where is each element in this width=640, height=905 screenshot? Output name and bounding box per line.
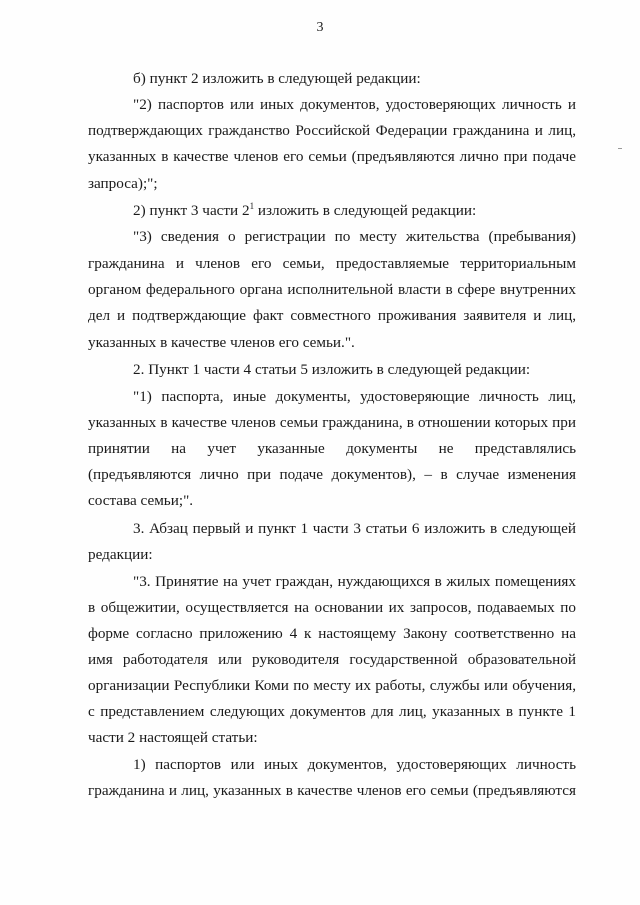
page-number: 3 [316, 20, 324, 35]
superscript-index: 1 [249, 201, 255, 211]
paragraph-line: запроса);"; [88, 175, 158, 192]
paragraph-line: в общежитии, осуществляется на основании их запросов, подаваемых по [88, 599, 576, 616]
paragraph-line: указанных в качестве членов его семьи (предъявляются лично при подаче [88, 148, 576, 165]
paragraph-line: с представлением следующих документов для лиц, указанных в пункте 1 [88, 703, 576, 720]
paragraph-line: указанных в качестве членов его семьи.". [88, 334, 355, 351]
paragraph-line: организации Республики Коми по месту их работы, службы или обучения, [88, 677, 576, 694]
paragraph-line: "3) сведения о регистрации по месту жительства (пребывания) [133, 228, 576, 245]
paragraph-line: (предъявляются лично при подаче документов), – в случае изменения [88, 466, 576, 483]
line-text: 2) пункт 3 части 2 [133, 202, 250, 219]
paragraph-line: "1) паспорта, иные документы, удостоверяющие личность лиц, [133, 388, 576, 405]
paragraph-line: гражданина и лиц, указанных в качестве членов его семьи (предъявляются [88, 782, 576, 799]
line-text-tail: изложить в следующей редакции: [254, 202, 477, 219]
paragraph-line: 1) паспортов или иных документов, удостоверяющих личность [133, 756, 576, 773]
paragraph-line: принятии на учет указанные документы не представлялись [88, 440, 576, 457]
paragraph-line: "2) паспортов или иных документов, удостоверяющих личность и [133, 96, 576, 113]
paragraph-line: редакции: [88, 546, 153, 563]
paragraph-line: подтверждающих гражданство Российской Федерации гражданина и лиц, [88, 122, 576, 139]
paragraph-line: состава семьи;". [88, 492, 194, 509]
scan-speck [618, 148, 622, 149]
paragraph-line: 3. Абзац первый и пункт 1 части 3 статьи 6 изложить в следующей [133, 520, 576, 537]
paragraph-line: б) пункт 2 изложить в следующей редакции: [133, 70, 421, 87]
paragraph-line: "3. Принятие на учет граждан, нуждающихся в жилых помещениях [133, 573, 576, 590]
paragraph-line: части 2 настоящей статьи: [88, 729, 258, 746]
paragraph-line: форме согласно приложению 4 к настоящему Закону соответственно на [88, 625, 576, 642]
paragraph-line: указанных в качестве членов семьи гражданина, в отношении которых при [88, 414, 576, 431]
paragraph-line: имя работодателя или руководителя государственной образовательной [88, 651, 576, 668]
paragraph-line: дел и подтверждающие факт совместного проживания заявителя и лиц, [88, 307, 576, 324]
paragraph-line: органом федерального органа исполнительной власти в сфере внутренних [88, 281, 576, 298]
paragraph-line [133, 202, 576, 220]
paragraph-line: гражданина и членов его семьи, предоставляемые территориальным [88, 255, 576, 272]
paragraph-line: 2. Пункт 1 части 4 статьи 5 изложить в следующей редакции: [133, 361, 531, 378]
